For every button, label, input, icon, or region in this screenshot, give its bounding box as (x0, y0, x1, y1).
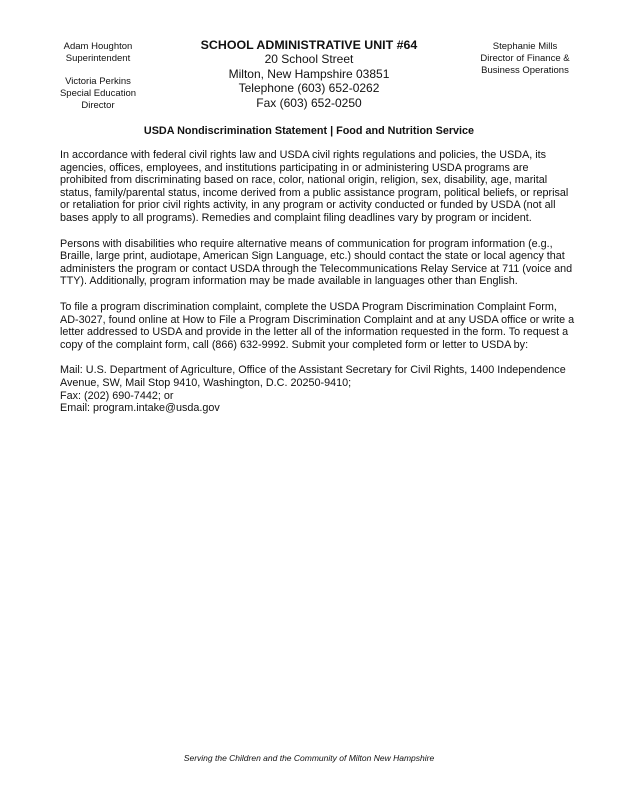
fax-number: Fax (603) 652-0250 (256, 95, 362, 110)
fax-contact: Fax: (202) 690-7442; or (60, 389, 174, 402)
street-address: 20 School Street (264, 52, 354, 67)
sped-director-title-line2: Director (81, 100, 115, 111)
unit-name: SCHOOL ADMINISTRATIVE UNIT #64 (200, 38, 418, 52)
paragraph-civil-rights: In accordance with federal civil rights law and USDA civil rights regulations and policies, the USDA, its agencies, offices, employees, and institutions participating in or administering USDA programs are prohibited from discriminating based on race, color, national origin, religion, sex, disability, age, marital status, family/parental status, income derived from a public assistance program, political beliefs, or reprisal or retaliation for prior civil rights activity, in any program or activity conducted or funded by USDA (not all bases apply to all programs). Remedies and complaint filing deadlines vary by program or incident. (60, 149, 569, 224)
email-contact: Email: program.intake@usda.gov (60, 402, 220, 415)
contact-block (60, 364, 576, 414)
document-title: USDA Nondiscrimination Statement | Food and Nutrition Service (143, 125, 475, 137)
finance-director-name: Stephanie Mills (492, 41, 558, 52)
header-right-staff (455, 41, 595, 77)
mail-address: Mail: U.S. Department of Agriculture, Office of the Assistant Secretary for Civil Rights, 1400 Independence Avenue, SW, Mail Stop 9410, Washington, D.C. 20250-9410; (60, 364, 566, 389)
paragraph-complaint: To file a program discrimination complaint, complete the USDA Program Discrimination Complaint Form, AD-3027, found online at How to File a Program Discrimination Complaint and at any USDA office or write a letter addressed to USDA and provide in the letter all of the information requested in the form. To request a copy of the complaint form, call (866) 632-9992. Submit your completed form or letter to USDA by: (60, 300, 575, 351)
finance-director-title-line2: Business Operations (481, 65, 569, 76)
sped-director-title-line1: Special Education (59, 88, 137, 99)
superintendent-name: Adam Houghton (63, 41, 133, 52)
superintendent-title: Superintendent (65, 53, 131, 64)
city-state-zip: Milton, New Hampshire 03851 (228, 66, 390, 81)
footer-tagline: Serving the Children and the Community of Milton New Hampshire (183, 753, 435, 763)
header-center-address (159, 38, 459, 110)
finance-director-title-line1: Director of Finance & (480, 53, 570, 64)
telephone: Telephone (603) 652-0262 (238, 81, 380, 96)
sped-director-name: Victoria Perkins (65, 76, 131, 87)
paragraph-accessibility: Persons with disabilities who require alternative means of communication for program information (e.g., Braille, large print, audiotape, American Sign Language, etc.) should contact the state or local agency that administers the program or contact USDA through the Telecommunications Relay Service at 711 (voice and TTY). Additionally, program information may be made available in languages other than English. (60, 237, 573, 288)
header-left-staff (28, 41, 168, 112)
document-body (60, 149, 576, 415)
